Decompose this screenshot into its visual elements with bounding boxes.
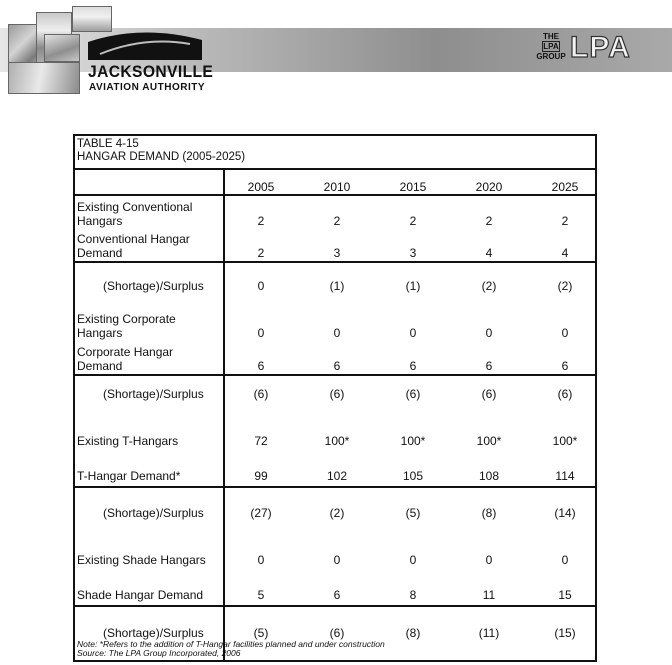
- table-cell: (1): [405, 279, 421, 293]
- table-cell: 0: [485, 326, 493, 340]
- year-header-cell: 2010: [323, 180, 351, 194]
- table-source: Source: The LPA Group Incorporated, 2006: [77, 648, 241, 658]
- row-label: (Shortage)/Surplus: [103, 506, 204, 520]
- table-note: Note: *Refers to the addition of T-Hangar facilities planned and under construction: [77, 639, 385, 649]
- table-cell: (6): [405, 387, 421, 401]
- row-label: Existing T-Hangars: [77, 434, 179, 448]
- row-label: Hangars: [77, 326, 123, 340]
- table-cell: 100*: [476, 434, 502, 448]
- row-label: Existing Corporate: [77, 312, 176, 326]
- table-cell: (5): [405, 506, 421, 520]
- org-name: JACKSONVILLE: [88, 62, 214, 81]
- table-cell: 3: [409, 246, 417, 260]
- table-cell: (15): [554, 626, 576, 640]
- table-cell: (6): [329, 626, 345, 640]
- table-title: TABLE 4-15: [77, 138, 139, 150]
- table-cell: 0: [409, 326, 417, 340]
- table-cell: (8): [405, 626, 421, 640]
- org-subtitle: AVIATION AUTHORITY: [89, 82, 206, 93]
- lpa-small-text: LPA: [543, 42, 559, 51]
- row-label: Demand: [77, 246, 123, 260]
- table-cell: 3: [333, 246, 341, 260]
- table-cell: 0: [257, 326, 265, 340]
- table-cell: 0: [257, 553, 265, 567]
- table-cell: 2: [485, 214, 493, 228]
- jaa-logo-swoosh-icon: [86, 30, 204, 62]
- row-label: Corporate Hangar: [77, 345, 174, 359]
- row-label: (Shortage)/Surplus: [103, 279, 204, 293]
- lpa-logo-text: LPA: [570, 31, 631, 64]
- hangar-demand-table: [73, 134, 597, 662]
- table-cell: (1): [329, 279, 345, 293]
- section-divider: [75, 605, 595, 607]
- table-cell: 6: [561, 359, 569, 373]
- table-cell: (27): [250, 506, 272, 520]
- photo-collage-image: [8, 62, 80, 94]
- row-label: T-Hangar Demand*: [77, 469, 181, 483]
- section-divider: [75, 374, 595, 376]
- table-cell: (2): [557, 279, 573, 293]
- table-cell: 114: [555, 469, 575, 483]
- table-cell: (8): [481, 506, 497, 520]
- section-divider: [75, 486, 595, 488]
- table-cell: 0: [257, 279, 265, 293]
- table-cell: 11: [482, 588, 496, 602]
- table-cell: 2: [409, 214, 417, 228]
- lpa-small-text: THE: [543, 32, 559, 41]
- photo-collage-image: [44, 34, 80, 62]
- row-label: Existing Shade Hangars: [77, 553, 206, 567]
- table-cell: 2: [257, 214, 265, 228]
- table-cell: 0: [409, 553, 417, 567]
- table-cell: 6: [333, 588, 341, 602]
- year-header-cell: 2005: [247, 180, 275, 194]
- photo-collage-image: [72, 6, 112, 32]
- table-cell: (14): [554, 506, 576, 520]
- section-divider: [75, 261, 595, 263]
- table-cell: 5: [257, 588, 265, 602]
- header-banner: [0, 0, 672, 100]
- table-cell: 0: [561, 326, 569, 340]
- table-cell: 0: [333, 553, 341, 567]
- table-cell: 108: [478, 469, 500, 483]
- row-label: Demand: [77, 359, 123, 373]
- table-cell: 2: [333, 214, 341, 228]
- table-cell: 0: [485, 553, 493, 567]
- table-header: [75, 136, 595, 170]
- table-cell: (6): [253, 387, 269, 401]
- year-header-cell: 2020: [475, 180, 503, 194]
- label-column-divider: [223, 170, 225, 660]
- table-cell: 6: [257, 359, 265, 373]
- table-cell: 2: [257, 246, 265, 260]
- row-label: (Shortage)/Surplus: [103, 387, 204, 401]
- table-cell: (2): [329, 506, 345, 520]
- table-cell: 6: [409, 359, 417, 373]
- table-cell: 8: [409, 588, 417, 602]
- table-cell: 99: [254, 469, 268, 483]
- table-cell: (6): [481, 387, 497, 401]
- table-cell: 6: [485, 359, 493, 373]
- table-cell: 4: [485, 246, 493, 260]
- table-cell: 72: [254, 434, 268, 448]
- lpa-small-text: GROUP: [536, 52, 566, 61]
- table-cell: 100*: [552, 434, 578, 448]
- row-label: Existing Conventional: [77, 200, 193, 214]
- table-cell: (5): [253, 626, 269, 640]
- row-label: Shade Hangar Demand: [77, 588, 204, 602]
- table-cell: 4: [561, 246, 569, 260]
- table-cell: 102: [326, 469, 348, 483]
- lpa-group-logo: [536, 30, 664, 70]
- year-header-cell: 2015: [399, 180, 427, 194]
- table-cell: (11): [478, 626, 500, 640]
- row-label: (Shortage)/Surplus: [103, 626, 204, 640]
- table-cell: (6): [329, 387, 345, 401]
- table-cell: 2: [561, 214, 569, 228]
- table-cell: 100*: [400, 434, 426, 448]
- table-cell: 15: [558, 588, 572, 602]
- table-cell: 0: [561, 553, 569, 567]
- row-label: Conventional Hangar: [77, 232, 190, 246]
- table-cell: 6: [333, 359, 341, 373]
- table-cell: (6): [557, 387, 573, 401]
- table-cell: (2): [481, 279, 497, 293]
- table-cell: 100*: [324, 434, 350, 448]
- table-cell: 0: [333, 326, 341, 340]
- year-header-cell: 2025: [551, 180, 579, 194]
- table-cell: 105: [402, 469, 424, 483]
- table-subtitle: HANGAR DEMAND (2005-2025): [77, 151, 246, 163]
- row-label: Hangars: [77, 214, 123, 228]
